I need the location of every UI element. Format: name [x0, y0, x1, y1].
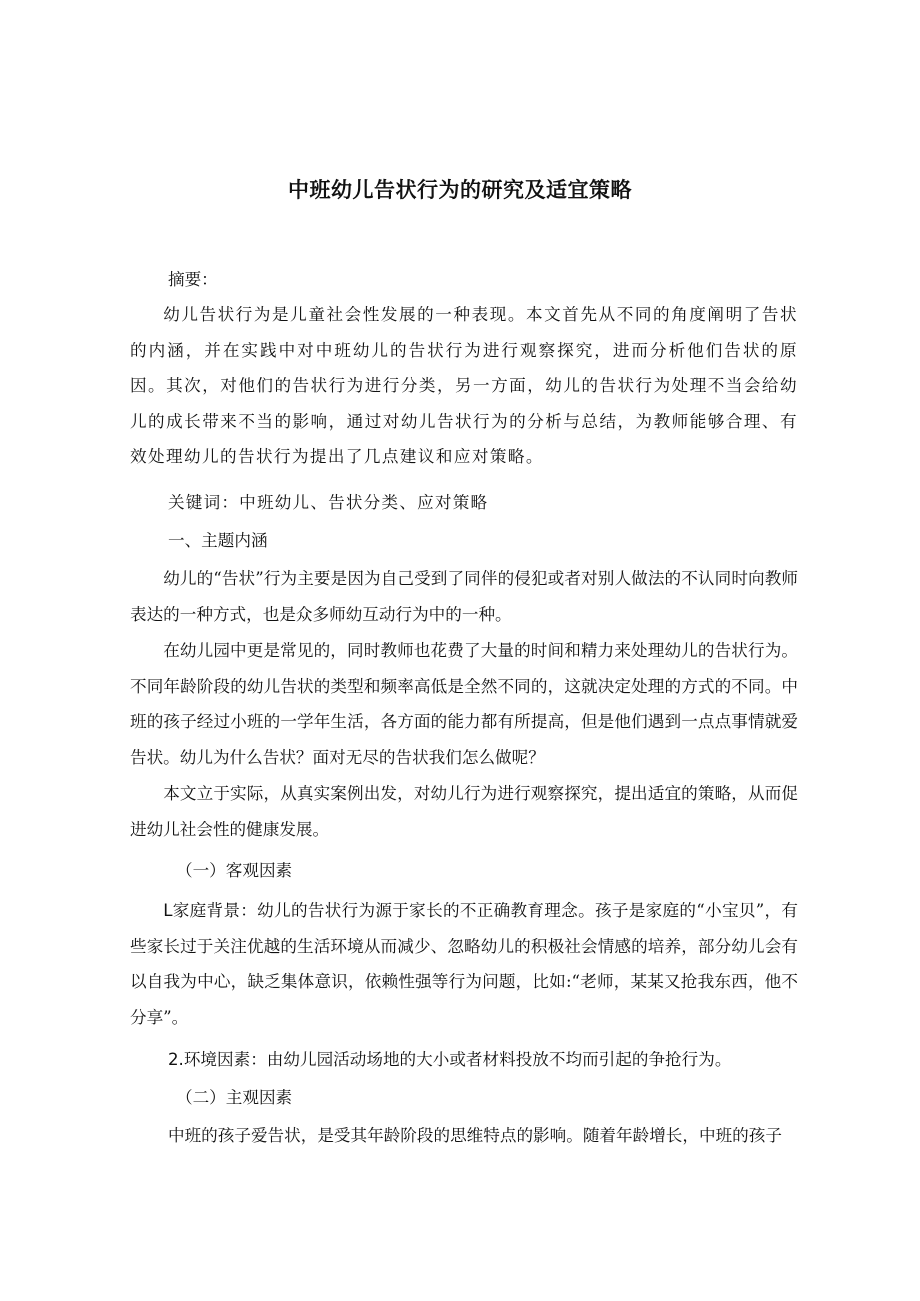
list-item-2: [168, 1042, 731, 1077]
abstract-text: 幼儿告状行为是儿童社会性发展的一种表现。本文首先从不同的角度阐明了告状的内涵，并在实践中对中班幼儿的告状行为进行观察探究，进而分析他们告状的原因。其次，对他们的告状行为进行分类，另一方面，幼儿的告状行为处理不当会给幼儿的成长带来不当的影响，通过对幼儿告状行为的分析与总结，为教师能够合理、有效处理幼儿的告状行为提出了几点建议和应对策略。: [130, 305, 798, 466]
keywords-line: 关键词：中班幼儿、告状分类、应对策略: [168, 493, 489, 512]
list-item-1: [130, 893, 798, 1035]
subsection-heading-2: （二）主观因素: [176, 1088, 293, 1107]
subsection2-paragraph: 中班的孩子爱告状，是受其年龄阶段的思维特点的影响。随着年龄增长，中班的孩子: [168, 1126, 782, 1145]
list-marker: 2.: [168, 1050, 184, 1069]
list-item-text: 环境因素：由幼儿园活动场地的大小或者材料投放不均而引起的争抢行为。: [183, 1050, 732, 1069]
paragraph-text: 幼儿的“告状”行为主要是因为自己受到了同伴的侵犯或者对别人做法的不认同时向教师表达的一种方式，也是众多师幼互动行为中的一种。: [130, 569, 798, 624]
section-heading-1: 一、主题内涵: [168, 531, 268, 550]
page-title: 中班幼儿告状行为的研究及适宜策略: [288, 178, 632, 202]
abstract-label: 摘要：: [168, 270, 218, 289]
list-marker: L: [163, 901, 173, 920]
paragraph-text: 本文立于实际，从真实案例出发，对幼儿行为进行观察探究，提出适宜的策略，从而促进幼儿社会性的健康发展。: [130, 784, 798, 839]
list-item-text: 家庭背景：幼儿的告状行为源于家长的不正确教育理念。孩子是家庭的“小宝贝”，有些家长过于关注优越的生活环境从而减少、忽略幼儿的积极社会情感的培养，部分幼儿会有以自我为中心，缺乏集体意识，依赖性强等行为问题，比如:“老师，某某又抢我东西，他不分享”。: [130, 901, 798, 1027]
section1-paragraph-3: [130, 776, 798, 847]
subsection-heading-1: （一）客观因素: [176, 861, 293, 880]
section1-paragraph-2: [130, 633, 798, 775]
paragraph-text: 在幼儿园中更是常见的，同时教师也花费了大量的时间和精力来处理幼儿的告状行为。不同年龄阶段的幼儿告状的类型和频率高低是全然不同的，这就决定处理的方式的不同。中班的孩子经过小班的一学年生活，各方面的能力都有所提高，但是他们遇到一点点事情就爱告状。幼儿为什么告状？面对无尽的告状我们怎么做呢？: [130, 641, 798, 767]
paragraph-text: [130, 893, 798, 1035]
section1-paragraph-1: [130, 561, 798, 632]
abstract-paragraph: [130, 297, 798, 475]
